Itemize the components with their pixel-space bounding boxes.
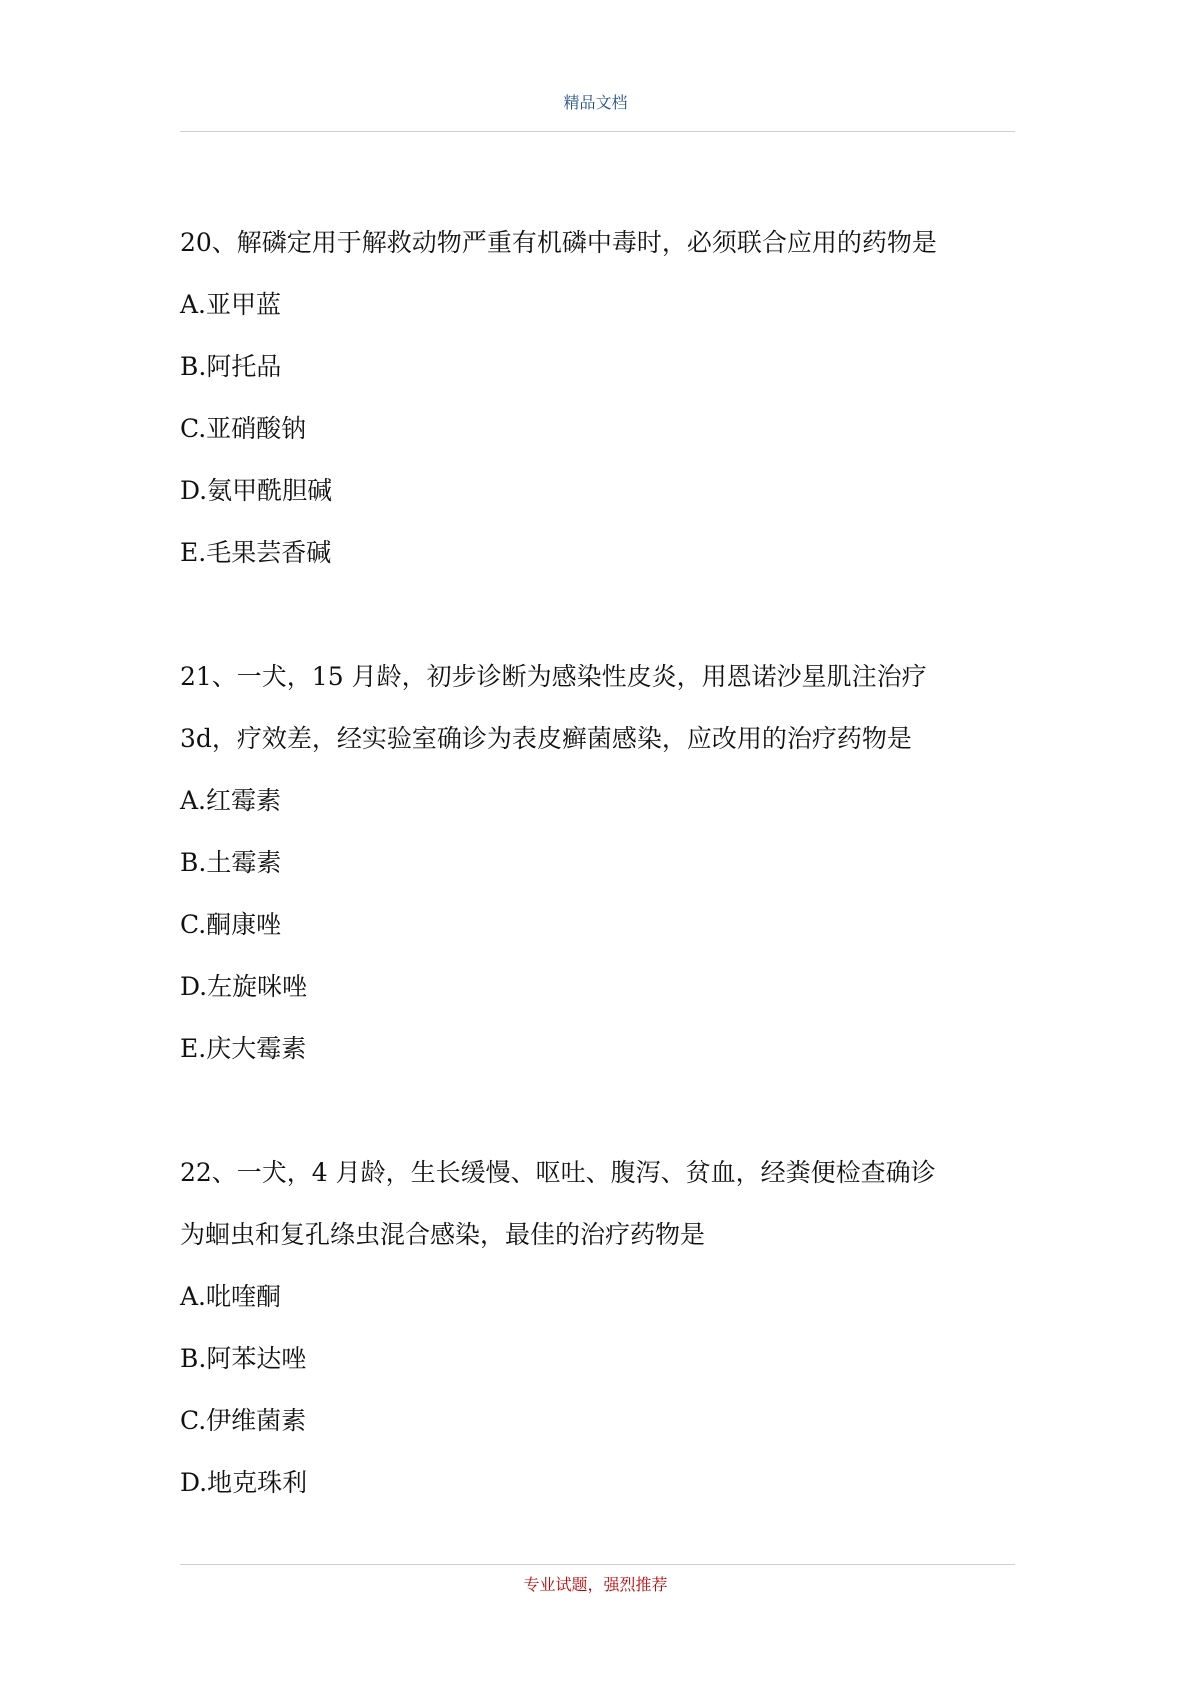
question-20 <box>180 212 1020 584</box>
question-stem: 22、一犬，4 月龄，生长缓慢、呕吐、腹泻、贫血，经粪便检查确诊 <box>180 1158 936 1187</box>
footer-divider <box>180 1564 1015 1565</box>
option-a: A.亚甲蓝 <box>180 290 282 319</box>
question-22 <box>180 1142 1020 1514</box>
option-d: D.左旋咪唑 <box>180 972 308 1001</box>
option-b: B.阿苯达唑 <box>180 1344 307 1373</box>
question-stem: 20、解磷定用于解救动物严重有机磷中毒时，必须联合应用的药物是 <box>180 228 937 257</box>
option-a: A.吡喹酮 <box>180 1282 282 1311</box>
option-c: C.伊维菌素 <box>180 1406 307 1435</box>
page-header: 精品文档 <box>563 93 628 112</box>
option-c: C.亚硝酸钠 <box>180 414 307 443</box>
option-b: B.阿托品 <box>180 352 282 381</box>
option-d: D.地克珠利 <box>180 1468 308 1497</box>
option-b: B.土霉素 <box>180 848 282 877</box>
question-stem: 21、一犬，15 月龄，初步诊断为感染性皮炎，用恩诺沙星肌注治疗 <box>180 662 927 691</box>
header-divider <box>180 131 1015 132</box>
question-stem-continued: 3d，疗效差，经实验室确诊为表皮癣菌感染，应改用的治疗药物是 <box>180 724 912 753</box>
question-21 <box>180 646 1020 1080</box>
page-footer: 专业试题，强烈推荐 <box>523 1575 668 1594</box>
option-d: D.氨甲酰胆碱 <box>180 476 333 505</box>
option-a: A.红霉素 <box>180 786 282 815</box>
option-e: E.庆大霉素 <box>180 1034 307 1063</box>
option-e: E.毛果芸香碱 <box>180 538 332 567</box>
question-stem-continued: 为蛔虫和复孔绦虫混合感染，最佳的治疗药物是 <box>180 1220 706 1249</box>
question-list <box>180 212 1020 1576</box>
option-c: C.酮康唑 <box>180 910 282 939</box>
